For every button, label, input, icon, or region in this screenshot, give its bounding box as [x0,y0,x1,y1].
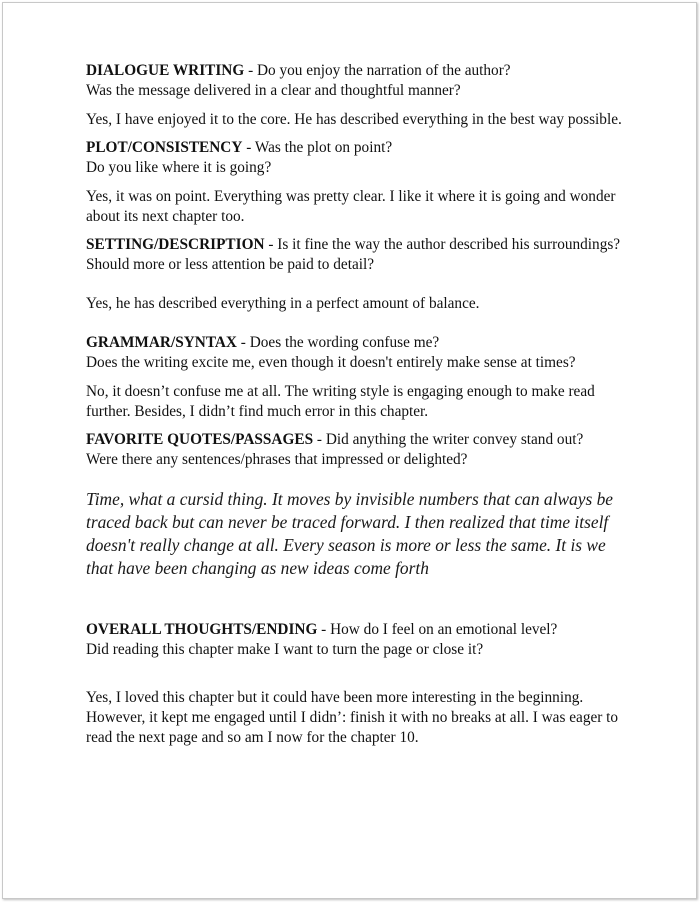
dialogue-writing-answer: Yes, I have enjoyed it to the core. He has described everything in the best way possible. [86,111,622,128]
overall-thoughts-question [86,620,626,660]
plot-consistency-question-line1: - Was the plot on point? [242,139,393,156]
favorite-quote-passage: Time, what a cursid thing. It moves by invisible numbers that can always be traced back but can never be traced forward. I then realized that time itself doesn't really change at all. Every season is more or less the same. It is we that have been changing as new ideas come forth [86,489,613,578]
dialogue-writing-heading: DIALOGUE WRITING [86,62,245,79]
dialogue-writing-question-line2: Was the message delivered in a clear and thoughtful manner? [86,82,461,99]
grammar-syntax-question [86,333,626,373]
document-body [86,61,626,748]
overall-thoughts-question-line2: Did reading this chapter make I want to turn the page or close it? [86,641,484,658]
favorite-quotes-heading: FAVORITE QUOTES/PASSAGES [86,431,314,448]
dialogue-writing-question [86,61,626,101]
favorite-quotes-question-line2: Were there any sentences/phrases that impressed or delighted? [86,451,468,468]
document-page [2,2,697,899]
overall-thoughts-heading: OVERALL THOUGHTS/ENDING [86,621,318,638]
setting-description-question [86,235,626,275]
dialogue-writing-question-line1: - Do you enjoy the narration of the author? [244,62,511,79]
grammar-syntax-question-line1: - Does the wording confuse me? [236,334,440,351]
overall-thoughts-question-line1: - How do I feel on an emotional level? [317,621,558,638]
plot-consistency-heading: PLOT/CONSISTENCY [86,139,243,156]
favorite-quotes-question [86,430,626,470]
grammar-syntax-answer: No, it doesn’t confuse me at all. The writing style is engaging enough to make read further. Besides, I didn’t find much error in this chapter. [86,383,595,420]
favorite-quotes-question-line1: - Did anything the writer convey stand out? [313,431,584,448]
overall-thoughts-answer: Yes, I loved this chapter but it could have been more interesting in the beginning. However, it kept me engaged until I didn’: finish it with no breaks at all. I was eager to read the next page and so am I now for the chapter 10. [86,689,619,746]
setting-description-question-text: - Is it fine the way the author described his surroundings? Should more or less attention be paid to detail? [86,236,621,273]
grammar-syntax-question-line2: Does the writing excite me, even though it doesn't entirely make sense at times? [86,354,576,371]
plot-consistency-question-line2: Do you like where it is going? [86,159,272,176]
grammar-syntax-heading: GRAMMAR/SYNTAX [86,334,237,351]
plot-consistency-question [86,138,626,178]
plot-consistency-answer: Yes, it was on point. Everything was pretty clear. I like it where it is going and wonder about its next chapter too. [86,188,616,225]
setting-description-heading: SETTING/DESCRIPTION [86,236,265,253]
setting-description-answer: Yes, he has described everything in a perfect amount of balance. [86,295,480,312]
